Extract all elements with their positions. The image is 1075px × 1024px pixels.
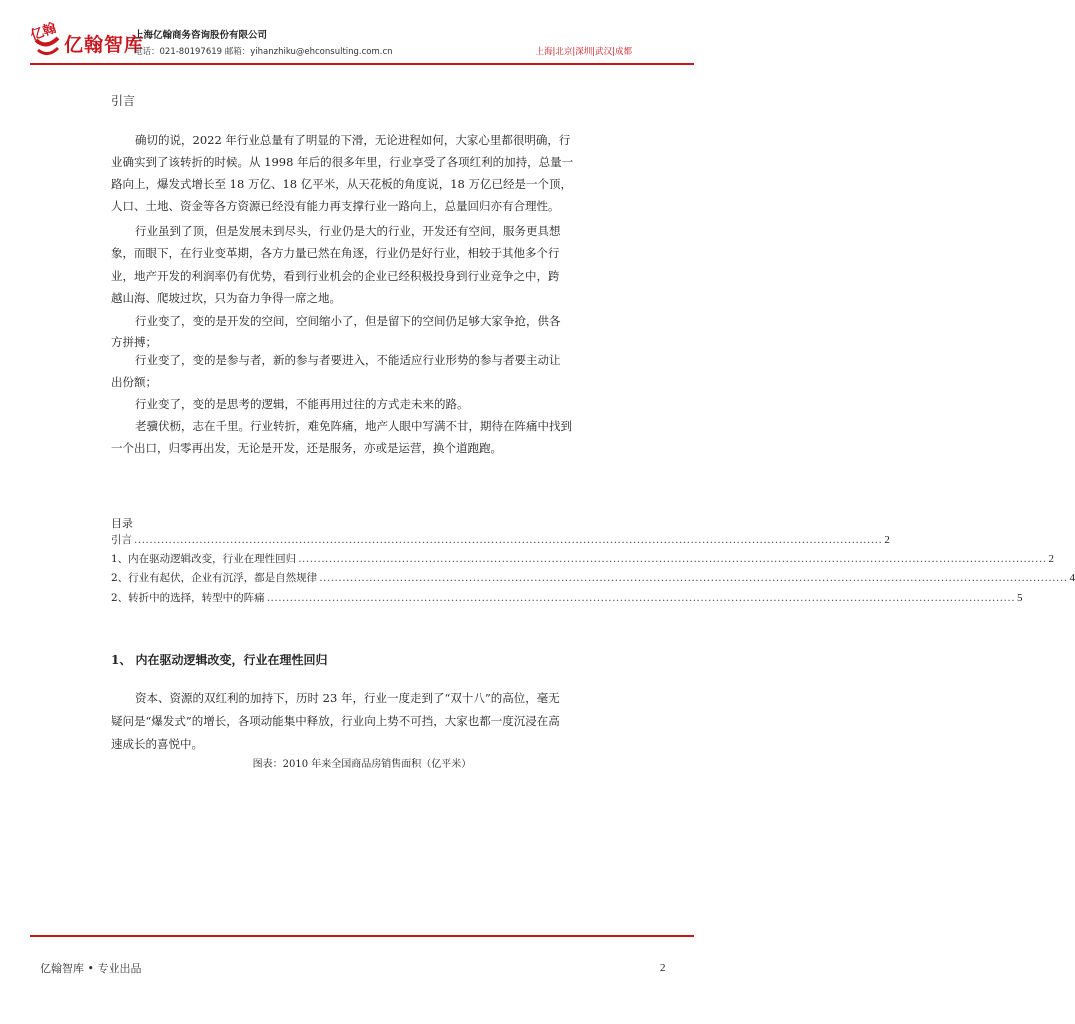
office-cities: 上海|北京|深圳|武汉|成都	[535, 47, 632, 57]
section-title-intro: 引言	[111, 94, 136, 108]
paragraph-line: 资本、资源的双红利的加持下，历时 23 年，行业一度走到了“双十八”的高位，毫无	[135, 691, 560, 705]
page-number: 2	[660, 962, 666, 974]
paragraph-line: 疑问是“爆发式”的增长，各项动能集中释放，行业向上势不可挡，大家也都一度沉浸在高	[111, 714, 560, 728]
paragraph-line: 业，地产开发的利润率仍有优势，看到行业机会的企业已经积极投身到行业竞争之中，跨	[111, 269, 560, 283]
paragraph-line: 路向上，爆发式增长至 18 万亿、18 亿平米，从天花板的角度说，18 万亿已经是一个顶，	[111, 177, 573, 191]
figure-caption: 图表：2010 年来全国商品房销售面积（亿平米）	[252, 759, 472, 770]
paragraph-line: 人口、土地、资金等各方资源已经没有能力再支撑行业一路向上，总量回归亦有合理性。	[111, 199, 560, 213]
footer-label: 亿翰智库 • 专业出品	[40, 962, 142, 975]
paragraph-line: 行业变了，变的是参与者，新的参与者要进入，不能适应行业形势的参与者要主动让	[135, 353, 561, 367]
paragraph-line: 一个出口，归零再出发，无论是开发，还是服务，亦或是运营，换个道跑跑。	[111, 441, 502, 455]
paragraph-line: 越山海、爬坡过坎，只为奋力争得一席之地。	[111, 291, 341, 305]
toc-item-page: 5	[1017, 592, 1023, 604]
paragraph-line: 方拼搏；	[111, 335, 157, 349]
paragraph-line: 象，而眼下，在行业变革期，各方力量已然在角逐，行业仍是好行业，相较于其他多个行	[111, 246, 560, 260]
toc-item-page: 2	[884, 534, 890, 546]
toc-item-page: 4	[1069, 572, 1075, 584]
paragraph-line: 确切的说，2022 年行业总量有了明显的下滑，无论进程如何，大家心里都很明确，行	[135, 133, 571, 147]
toc-item-label: 2、转折中的选择，转型中的阵痛	[111, 592, 265, 604]
toc-item[interactable]	[111, 532, 890, 548]
paragraph-line: 业确实到了该转折的时候。从 1998 年后的很多年里，行业享受了各项红利的加持，总量一	[111, 155, 574, 169]
paragraph-line: 老骥伏枥，志在千里。行业转折，难免阵痛，地产人眼中写满不甘，期待在阵痛中找到	[135, 419, 572, 433]
toc-item[interactable]	[111, 570, 1075, 586]
toc-item-label: 2、行业有起伏，企业有沉浮，都是自然规律	[111, 572, 318, 584]
paragraph-line: 速成长的喜悦中。	[111, 737, 203, 751]
logo-glyph: 亿翰	[28, 20, 59, 44]
section-heading: 1、 内在驱动逻辑改变，行业在理性回归	[111, 653, 328, 667]
contact-info: 电话：021-80197619 邮箱：yihanzhiku@ehconsulting.com.cn	[134, 47, 393, 57]
footer-divider	[30, 935, 694, 937]
toc-leader: ...................................................................................................................................................................................................	[319, 572, 1068, 584]
toc-item[interactable]	[111, 551, 1055, 567]
header-divider	[30, 63, 694, 65]
toc-item-label: 1、内在驱动逻辑改变，行业在理性回归	[111, 553, 297, 565]
logo-icon	[28, 20, 62, 58]
toc-leader: ...................................................................................................................................................................................................	[298, 553, 1047, 565]
paragraph-line: 行业虽到了顶，但是发展未到尽头，行业仍是大的行业，开发还有空间，服务更具想	[135, 224, 561, 238]
company-name: 上海亿翰商务咨询股份有限公司	[134, 30, 268, 41]
toc-leader: ...................................................................................................................................................................................................	[266, 592, 1016, 604]
paragraph-line: 行业变了，变的是开发的空间，空间缩小了，但是留下的空间仍足够大家争抢，供各	[135, 314, 561, 328]
toc-item-page: 2	[1048, 553, 1055, 565]
brand-name: 亿翰智库	[64, 34, 145, 56]
toc-title: 目录	[111, 517, 133, 530]
toc-item-label: 引言	[111, 534, 132, 546]
toc-item[interactable]	[111, 590, 1023, 606]
paragraph-line: 出份额；	[111, 375, 157, 389]
paragraph-line: 行业变了，变的是思考的逻辑，不能再用过往的方式走未来的路。	[135, 397, 469, 411]
toc-leader: ...................................................................................................................................................................................................	[134, 534, 883, 546]
